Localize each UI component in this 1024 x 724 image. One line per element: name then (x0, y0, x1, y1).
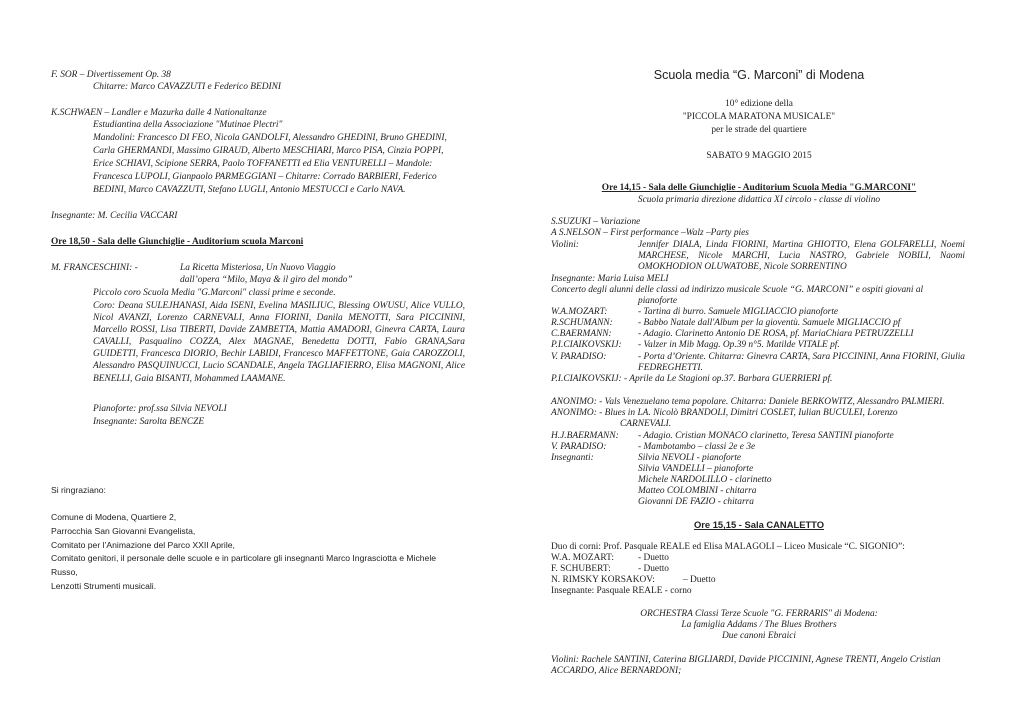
section-heading-1515: Ore 15,15 - Sala CANALETTO (693, 519, 825, 530)
paradiso-work: - Porta d’Oriente. Chitarra: Ginevra CARTA, Sara PICCININI, Anna FIORINI, Giulia FEDREGHETTI. (638, 352, 965, 373)
thanks-line: Comitato per l’Animazione del Parco XXII Aprile, (51, 540, 235, 550)
duo-line: Duo di corni: Prof. Pasquale REALE ed Elisa MALAGOLI – Liceo Musicale “C. SIGONIO”: (551, 542, 905, 552)
paradiso2-work: - Mambotambo – classi 2e e 3e (638, 442, 756, 452)
concerto-cont: pianoforte (638, 296, 678, 306)
sor-guitars: Chitarre: Marco CAVAZZUTI e Federico BEDINI (93, 82, 281, 92)
nelson: A S.NELSON – First performance –Walz –Party pies (551, 228, 749, 238)
insegnante-item: Silvia VANDELLI – pianoforte (638, 464, 754, 474)
event-name: "PICCOLA MARATONA MUSICALE" (682, 112, 836, 122)
schwaen-line: Erice SCHIAVI, Scipione SERRA, Paolo TOFFANETTI ed Elia VENTURELLI – Mandole: (93, 159, 433, 169)
choir-line: Piccolo coro Scuola Media "G.Marconi" classi prime e seconde. (93, 288, 336, 298)
anonimo-blues-cont: CARNEVALI. (620, 419, 672, 429)
orchestra-line: La famiglia Addams / The Blues Brothers (681, 620, 837, 630)
ciaikovskij-aprile: P.I.CIAIKOVSKIJ: - Aprile da Le Stagioni op.37. Barbara GUERRIERI pf. (551, 374, 833, 384)
insegnante-item: Michele NARDOLILLO - clarinetto (638, 475, 772, 485)
suzuki: S.SUZUKI – Variazione (551, 217, 641, 227)
piano-nevoli: Pianoforte: prof.ssa Silvia NEVOLI (93, 404, 227, 414)
schwaen-line: Estudiantina della Associazione "Mutinae Plectri" (93, 120, 283, 130)
teacher-reale: Insegnante: Pasquale REALE - corno (551, 586, 692, 596)
teacher-meli: Insegnante: Maria Luisa MELI (551, 274, 669, 284)
section-heading-1850: Ore 18,50 - Sala delle Giunchiglie - Auditorium scuola Marconi (51, 237, 304, 247)
anonimo-blues: ANONIMO: - Blues in LA. Nicolò BRANDOLI, Dimitri COSLET, Iulian BUCULEI, Lorenzo (551, 408, 898, 418)
orchestra-line: ORCHESTRA Classi Terze Scuole "G. FERRARIS" di Modena: (640, 609, 878, 619)
duo-work: - Duetto (638, 553, 669, 563)
thanks-line: Comitato genitori, il personale delle scuole e in particolare gli insegnanti Marco Ingrasciotta e Michele (51, 553, 437, 563)
duo-composer: N. RIMSKY KORSAKOV: (551, 575, 655, 585)
duo-composer: W.A. MOZART: (551, 553, 614, 563)
violini-text: Jennifer DIALA, Linda FIORINI, Martina GHIOTTO, Elena GOLFARELLI, Noemi MARCHESE, Nicole MARCHI, Lucia NASTRO, Gabriele NOBILI, Naomi OMOKHODION OLUWATOBE, Nicole SORRENTINO (638, 240, 965, 272)
sor-title: F. SOR – Divertissement Op. 38 (51, 70, 171, 80)
franceschini-name: M. FRANCESCHINI: - (51, 263, 138, 273)
piece-composer: P.I.CIAIKOVSKIJ: (551, 340, 622, 350)
thanks-heading: Si ringraziano: (51, 485, 106, 495)
piece-composer: C.BAERMANN: (551, 329, 612, 339)
thanks-line: Parrocchia San Giovanni Evangelista, (51, 526, 196, 536)
teacher-bencze: Insegnante: Sarolta BENCZE (93, 417, 205, 427)
school-title: Scuola media “G. Marconi” di Modena (653, 68, 865, 82)
event-date: SABATO 9 MAGGIO 2015 (706, 151, 812, 161)
insegnante-item: Silvia NEVOLI - pianoforte (638, 453, 742, 463)
schwaen-line: BEDINI, Marco CAVAZZUTI, Stefano LUGLI, Antonio MESTUCCI e Carlo NAVA. (93, 185, 406, 195)
insegnante-item: Giovanni DE FAZIO - chitarra (638, 497, 754, 507)
piece-work: - Valzer in Mib Magg. Op.39 n°5. Matilde VITALE pf. (638, 340, 840, 350)
event-streets: per le strade del quartiere (711, 125, 807, 135)
teacher-vaccari: Insegnante: M. Cecilia VACCARI (51, 211, 178, 221)
schwaen-line: Mandolini: Francesco DI FEO, Nicola GANDOLFI, Alessandro GHEDINI, Bruno GHEDINI, (93, 133, 447, 143)
franceschini-opera: dall’opera “Milo, Maya & il giro del mondo” (180, 275, 353, 285)
section-sub: Scuola primaria direzione didattica XI circolo - classe di violino (637, 195, 881, 205)
duo-composer: F. SCHUBERT: (551, 564, 611, 574)
schwaen-line: Carla GHERMANDI, Massimo GIRAUD, Alberto MESCHIARI, Marco PISA, Cinzia POPPI, (93, 146, 444, 156)
thanks-line: Lenzotti Strumenti musicali. (51, 581, 157, 591)
violini-final: Violini: Rachele SANTINI, Caterina BIGLIARDI, Davide PICCININI, Agnese TRENTI, Angelo Cristian ACCARDO, Alice BERNARDONI; (551, 655, 941, 676)
edition: 10° edizione della (725, 99, 793, 109)
duo-work: – Duetto (683, 575, 716, 585)
schwaen-title: K.SCHWAEN – Landler e Mazurka dalle 4 Nationaltanze (51, 108, 267, 118)
anonimo-vals: ANONIMO: - Vals Venezuelano tema popolare. Chitarra: Daniele BERKOWITZ, Alessandro PALMIERI. (551, 397, 945, 407)
piece-composer: W.A.MOZART: (551, 307, 608, 317)
baermann-work: - Adagio. Cristian MONACO clarinetto, Teresa SANTINI pianoforte (638, 431, 894, 441)
insegnanti-label: Insegnanti: (551, 453, 594, 463)
duo-work: - Duetto (638, 564, 669, 574)
franceschini-work: La Ricetta Misteriosa, Un Nuovo Viaggio (180, 263, 336, 273)
section-heading-1415: Ore 14,15 - Sala delle Giunchiglie - Auditorium Scuola Media "G.MARCONI" (601, 183, 917, 193)
piece-composer: R.SCHUMANN: (551, 318, 613, 328)
paradiso-composer: V. PARADISO: (551, 352, 607, 362)
thanks-line: Comune di Modena, Quartiere 2, (51, 512, 177, 522)
orchestra-line: Due canoni Ebraici (722, 631, 796, 641)
insegnante-item: Matteo COLOMBINI - chitarra (638, 486, 757, 496)
paradiso2-composer: V. PARADISO: (551, 442, 607, 452)
baermann-composer: H.J.BAERMANN: (551, 431, 619, 441)
piece-work: - Babbo Natale dall'Album per la gioventù. Samuele MIGLIACCIO pf (638, 318, 901, 328)
thanks-line: Russo, (51, 567, 78, 577)
concerto: Concerto degli alunni delle classi ad indirizzo musicale Scuole “G. MARCONI” e ospiti giovani al (551, 285, 924, 295)
choir-members: Coro: Deana SULEJHANASI, Aida ISENI, Evelina MASILIUC, Blessing OWUSU, Alice VULLO, Nicol AVANZI, Lorenzo CARNEVALI, Anna FIORINI, Danila MENOTTI, Sara PICCININI, Marcello ROSSI, Lisa TIBERTI, Davide ZAMBETTA, Mattia AMADORI, Ginevra CARTA, Laura CAVALLI, Pasqualino COZZA, Alex MAGNAE, Benedetta DOTTI, Fabio GRANA,Sara GUIDETTI, Francesca DIORIO, Bechir LABIDI, Francesco MAFFETTONE, Gaia CAROZZOLI, Alessandro PASQUINUCCI, Lucio SCANDALE, Angela TAGLIAFIERRO, Elisa MAGNONI, Alice BENELLI, Gaia BISANTI, Mohammed LAAMANE. (93, 301, 465, 384)
violini-label: Violini: (551, 240, 579, 250)
piece-work: - Adagio. Clarinetto Antonio DE ROSA, pf. MariaChiara PETRUZZELLI (638, 329, 914, 339)
schwaen-line: Francesca LUPOLI, Gianpaolo PARMEGGIANI – Chitarre: Corrado BARBIERI, Federico (93, 172, 437, 182)
piece-work: - Tartina di burro. Samuele MIGLIACCIO pianoforte (638, 307, 839, 317)
